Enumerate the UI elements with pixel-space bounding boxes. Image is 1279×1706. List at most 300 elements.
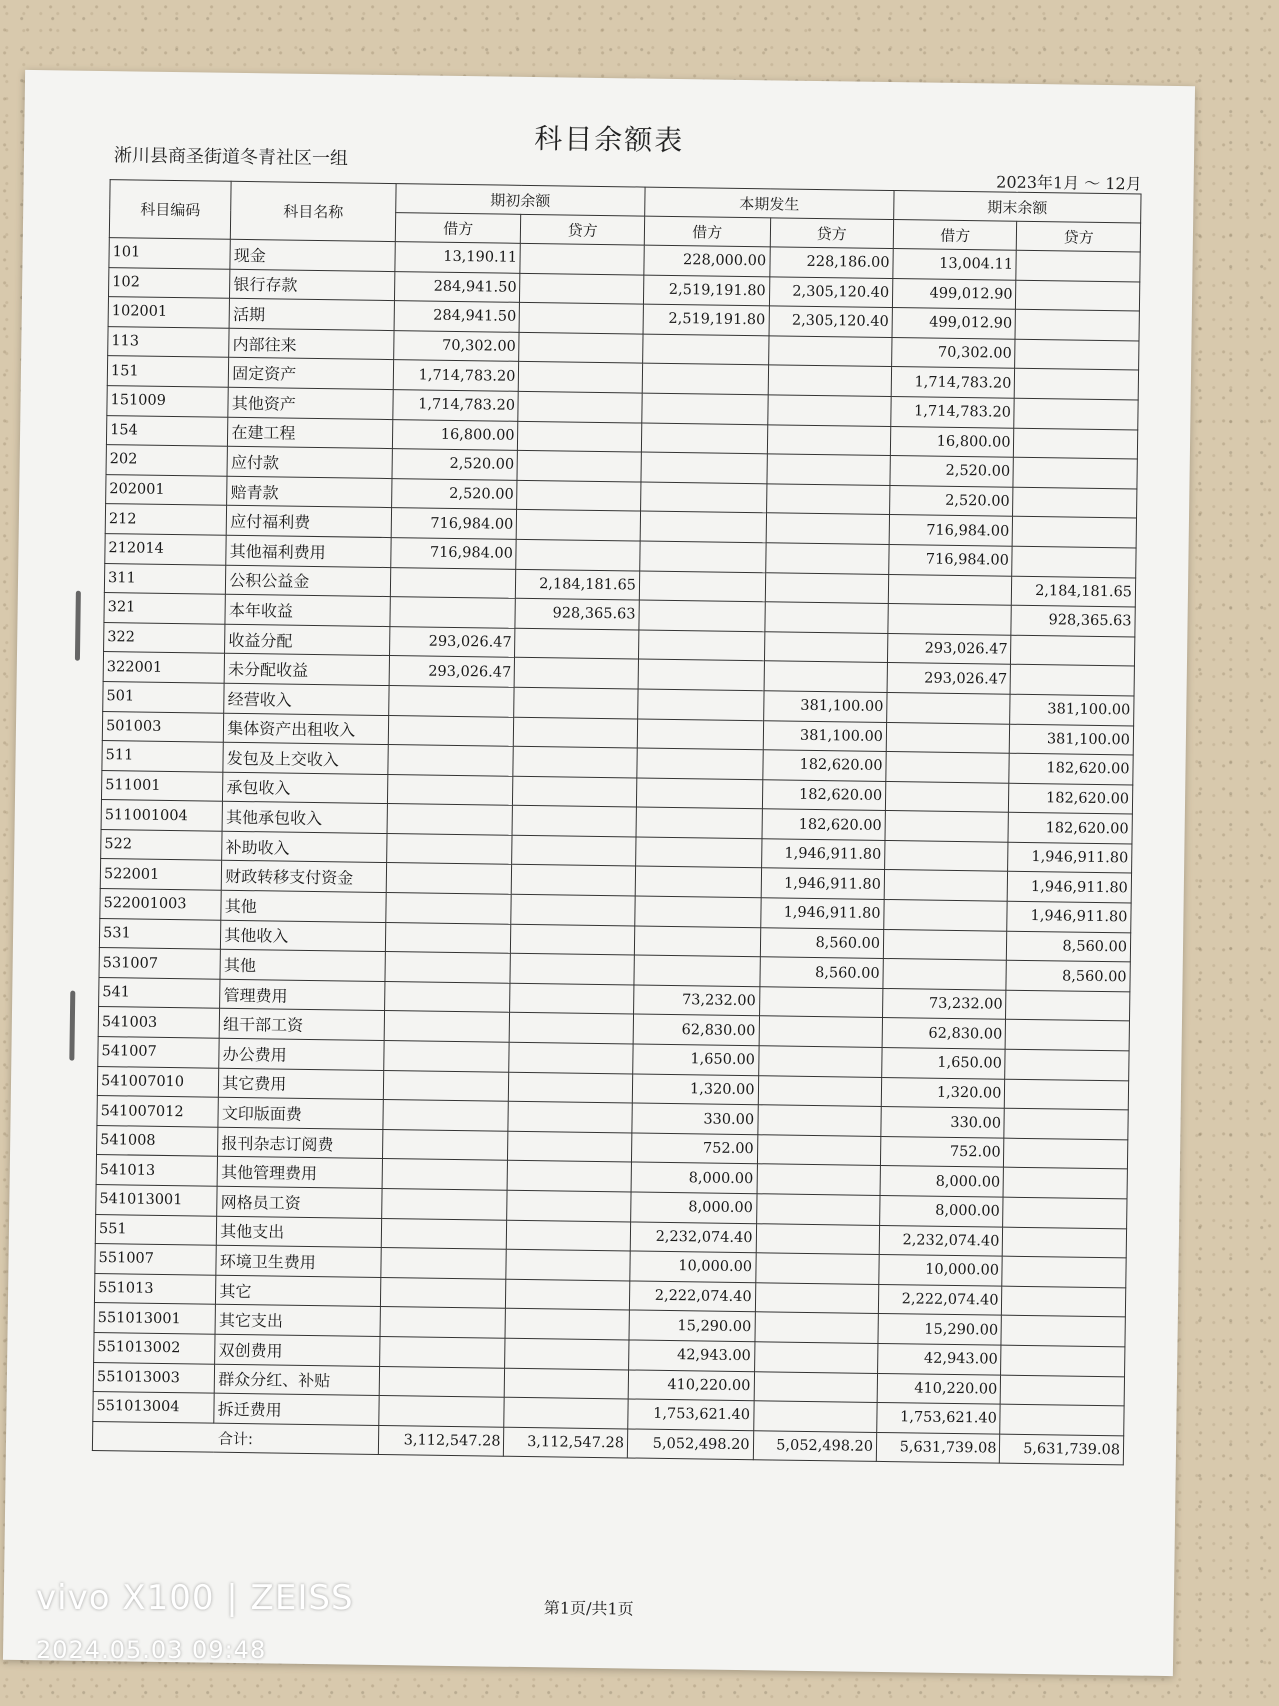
closing-debit-cell (883, 959, 1007, 990)
opening-debit-cell (379, 1366, 505, 1397)
account-name-cell: 承包收入 (223, 772, 388, 804)
current-credit-cell: 1,946,911.80 (761, 868, 885, 899)
current-debit-cell: 410,220.00 (628, 1370, 754, 1401)
closing-credit-cell (1005, 1049, 1129, 1080)
current-credit-cell: 8,560.00 (759, 957, 883, 988)
current-debit-cell: 62,830.00 (633, 1014, 759, 1045)
current-credit-cell (754, 1342, 878, 1373)
opening-credit-cell (515, 628, 639, 659)
total-closing-debit: 5,631,739.08 (876, 1432, 1000, 1463)
opening-debit-cell (388, 715, 514, 746)
account-name-cell: 办公费用 (219, 1038, 384, 1070)
account-name-cell: 其它支出 (215, 1305, 380, 1337)
opening-debit-cell (380, 1307, 506, 1338)
closing-credit-cell (1013, 487, 1137, 518)
closing-debit-cell (885, 840, 1009, 871)
period-label: 2023年1月 ～ 12月 (996, 172, 1142, 194)
current-debit-cell (634, 926, 760, 957)
opening-credit-cell (512, 835, 636, 866)
opening-debit-cell (382, 1159, 508, 1190)
current-credit-cell (765, 572, 889, 603)
account-name-cell: 在建工程 (228, 417, 393, 449)
account-code-cell: 522 (101, 829, 223, 860)
opening-credit-cell (510, 983, 634, 1014)
account-name-cell: 报刊杂志订阅费 (218, 1127, 383, 1159)
current-debit-cell (635, 896, 761, 927)
staple (69, 991, 75, 1061)
closing-debit-cell: 62,830.00 (882, 1018, 1006, 1049)
account-code-cell: 322 (104, 622, 226, 653)
closing-debit-cell (888, 574, 1012, 605)
account-name-cell: 其它费用 (219, 1068, 384, 1100)
account-code-cell: 113 (108, 326, 230, 357)
opening-debit-cell (388, 745, 514, 776)
opening-debit-cell (382, 1129, 508, 1160)
account-name-cell: 未分配收益 (224, 654, 389, 686)
closing-credit-cell: 8,560.00 (1006, 960, 1130, 991)
closing-debit-cell (888, 604, 1012, 635)
opening-debit-cell (383, 1070, 509, 1101)
opening-debit-cell: 13,190.11 (395, 242, 521, 273)
account-name-cell: 其它 (216, 1275, 381, 1307)
opening-credit-cell (517, 450, 641, 481)
closing-debit-cell: 13,004.11 (893, 249, 1017, 280)
table-body (93, 238, 1140, 1436)
current-debit-cell (634, 955, 760, 986)
current-debit-cell (641, 452, 767, 483)
account-code-cell: 501 (103, 681, 225, 712)
opening-credit-cell (519, 362, 643, 393)
closing-debit-cell: 1,650.00 (882, 1048, 1006, 1079)
paper-sheet (3, 70, 1195, 1676)
account-code-cell: 541008 (97, 1125, 219, 1156)
account-code-cell: 541007 (98, 1037, 220, 1068)
page-footer: 第1页/共1页 (543, 1598, 634, 1619)
account-code-cell: 522001 (100, 859, 222, 890)
account-name-cell: 应付款 (227, 446, 392, 478)
opening-credit-cell (511, 924, 635, 955)
account-name-cell: 经营收入 (224, 683, 389, 715)
closing-debit-cell: 293,026.47 (887, 633, 1011, 664)
current-credit-cell (767, 395, 891, 426)
header-current-debit: 借方 (644, 216, 770, 247)
opening-debit-cell (384, 1041, 510, 1072)
closing-debit-cell: 8,000.00 (880, 1166, 1004, 1197)
closing-credit-cell (1003, 1168, 1127, 1199)
current-debit-cell (641, 482, 767, 513)
closing-credit-cell (1015, 339, 1139, 370)
closing-debit-cell: 293,026.47 (887, 663, 1011, 694)
current-credit-cell (766, 484, 890, 515)
closing-credit-cell: 182,620.00 (1009, 753, 1133, 784)
closing-debit-cell: 70,302.00 (892, 337, 1016, 368)
account-code-cell: 551013001 (94, 1303, 216, 1334)
opening-credit-cell (513, 776, 637, 807)
closing-credit-cell (1004, 1108, 1128, 1139)
opening-debit-cell: 70,302.00 (394, 330, 520, 361)
opening-debit-cell: 293,026.47 (389, 656, 515, 687)
closing-credit-cell (1013, 457, 1137, 488)
account-name-cell: 其他承包收入 (222, 802, 387, 834)
closing-debit-cell: 752.00 (880, 1136, 1004, 1167)
account-code-cell: 511 (102, 741, 224, 772)
current-credit-cell (768, 336, 892, 367)
closing-debit-cell: 716,984.00 (889, 515, 1013, 546)
current-credit-cell (759, 987, 883, 1018)
opening-debit-cell (386, 863, 512, 894)
account-code-cell: 151 (107, 356, 229, 387)
header-opening-credit: 贷方 (521, 214, 645, 245)
current-credit-cell (757, 1135, 881, 1166)
current-debit-cell: 2,519,191.80 (643, 275, 769, 306)
current-debit-cell (641, 423, 767, 454)
closing-credit-cell (1003, 1197, 1127, 1228)
account-balance-table (92, 179, 1142, 1466)
account-name-cell: 群众分红、补贴 (214, 1364, 379, 1396)
account-code-cell: 551013 (94, 1273, 216, 1304)
closing-credit-cell (1015, 369, 1139, 400)
account-code-cell: 212014 (105, 534, 227, 565)
current-credit-cell (755, 1253, 879, 1284)
account-name-cell: 其他资产 (228, 387, 393, 419)
closing-debit-cell: 16,800.00 (890, 426, 1014, 457)
closing-credit-cell (1011, 665, 1135, 696)
current-credit-cell: 2,305,120.40 (769, 276, 893, 307)
closing-credit-cell: 381,100.00 (1010, 724, 1134, 755)
current-credit-cell (757, 1105, 881, 1136)
account-name-cell: 内部往来 (229, 328, 394, 360)
current-debit-cell (640, 541, 766, 572)
account-name-cell: 财政转移支付资金 (222, 861, 387, 893)
account-name-cell: 固定资产 (229, 358, 394, 390)
closing-debit-cell: 8,000.00 (880, 1195, 1004, 1226)
current-credit-cell: 381,100.00 (763, 691, 887, 722)
closing-credit-cell (1014, 398, 1138, 429)
staple (75, 591, 81, 661)
current-credit-cell (756, 1194, 880, 1225)
opening-credit-cell (505, 1309, 629, 1340)
opening-credit-cell (513, 806, 637, 837)
current-credit-cell: 8,560.00 (760, 927, 884, 958)
current-credit-cell: 182,620.00 (762, 809, 886, 840)
opening-debit-cell: 716,984.00 (391, 508, 517, 539)
closing-credit-cell (1001, 1316, 1125, 1347)
current-credit-cell: 182,620.00 (762, 750, 886, 781)
account-code-cell: 321 (104, 593, 226, 624)
account-name-cell: 其他支出 (217, 1216, 382, 1248)
page-title: 科目余额表 (534, 122, 685, 158)
current-debit-cell: 1,320.00 (632, 1074, 758, 1105)
header-closing-credit: 贷方 (1017, 221, 1141, 252)
opening-credit-cell (510, 954, 634, 985)
opening-credit-cell (514, 717, 638, 748)
closing-debit-cell (886, 752, 1010, 783)
opening-credit-cell (509, 1072, 633, 1103)
opening-debit-cell (380, 1277, 506, 1308)
account-name-cell: 公积公益金 (226, 565, 391, 597)
closing-debit-cell: 2,222,074.40 (878, 1284, 1002, 1315)
opening-credit-cell (514, 687, 638, 718)
current-debit-cell: 8,000.00 (631, 1162, 757, 1193)
account-code-cell: 511001 (101, 770, 223, 801)
current-credit-cell (768, 365, 892, 396)
current-debit-cell (638, 630, 764, 661)
current-credit-cell (764, 632, 888, 663)
account-code-cell: 212 (105, 504, 227, 535)
opening-debit-cell (390, 567, 516, 598)
opening-credit-cell (507, 1220, 631, 1251)
current-debit-cell (643, 334, 769, 365)
account-name-cell: 组干部工资 (219, 1009, 384, 1041)
camera-watermark-brand: vivo X100 | ZEISS (36, 1578, 354, 1618)
opening-debit-cell (379, 1396, 505, 1427)
closing-debit-cell: 1,320.00 (881, 1077, 1005, 1108)
opening-credit-cell (508, 1131, 632, 1162)
account-code-cell: 551007 (95, 1244, 217, 1275)
opening-debit-cell (381, 1218, 507, 1249)
current-credit-cell (758, 1046, 882, 1077)
opening-credit-cell (511, 894, 635, 925)
closing-debit-cell (887, 692, 1011, 723)
current-credit-cell (756, 1223, 880, 1254)
current-debit-cell: 1,753,621.40 (628, 1399, 754, 1430)
current-debit-cell: 8,000.00 (631, 1192, 757, 1223)
closing-debit-cell: 2,232,074.40 (879, 1225, 1003, 1256)
total-opening-debit: 3,112,547.28 (378, 1425, 504, 1456)
current-credit-cell: 228,186.00 (769, 247, 893, 278)
current-debit-cell (639, 571, 765, 602)
opening-debit-cell: 293,026.47 (389, 626, 515, 657)
account-code-cell: 551 (95, 1214, 217, 1245)
header-closing: 期末余额 (894, 191, 1141, 223)
opening-debit-cell (384, 981, 510, 1012)
closing-credit-cell (1012, 546, 1136, 577)
header-opening: 期初余额 (396, 184, 645, 216)
closing-credit-cell: 2,184,181.65 (1012, 576, 1136, 607)
current-credit-cell (767, 454, 891, 485)
closing-debit-cell: 73,232.00 (883, 988, 1007, 1019)
account-name-cell: 网格员工资 (217, 1186, 382, 1218)
closing-credit-cell: 182,620.00 (1009, 783, 1133, 814)
closing-credit-cell (1001, 1375, 1125, 1406)
account-code-cell: 541007012 (97, 1096, 219, 1127)
account-name-cell: 赔青款 (227, 476, 392, 508)
closing-debit-cell: 716,984.00 (889, 544, 1013, 575)
opening-credit-cell: 2,184,181.65 (516, 569, 640, 600)
opening-credit-cell (517, 510, 641, 541)
current-debit-cell (639, 600, 765, 631)
account-code-cell: 102001 (108, 297, 230, 328)
opening-credit-cell (506, 1249, 630, 1280)
current-credit-cell: 381,100.00 (763, 720, 887, 751)
current-debit-cell: 2,232,074.40 (630, 1222, 756, 1253)
opening-debit-cell (385, 952, 511, 983)
closing-debit-cell (884, 870, 1008, 901)
opening-debit-cell (385, 922, 511, 953)
opening-credit-cell (506, 1279, 630, 1310)
opening-credit-cell (505, 1338, 629, 1369)
closing-credit-cell: 1,946,911.80 (1007, 901, 1131, 932)
account-name-cell: 其他 (221, 890, 386, 922)
closing-credit-cell (1000, 1404, 1124, 1435)
current-debit-cell: 2,519,191.80 (643, 304, 769, 335)
closing-debit-cell (885, 781, 1009, 812)
current-debit-cell (642, 393, 768, 424)
current-debit-cell: 330.00 (632, 1103, 758, 1134)
opening-debit-cell: 284,941.50 (394, 271, 520, 302)
account-name-cell: 发包及上交收入 (223, 742, 388, 774)
closing-credit-cell: 8,560.00 (1007, 931, 1131, 962)
account-code-cell: 541 (99, 977, 221, 1008)
closing-credit-cell: 182,620.00 (1008, 812, 1132, 843)
account-code-cell: 551013004 (93, 1392, 215, 1423)
opening-credit-cell (504, 1397, 628, 1428)
account-code-cell: 551013002 (94, 1332, 216, 1363)
opening-credit-cell (516, 539, 640, 570)
current-credit-cell: 1,946,911.80 (760, 898, 884, 929)
closing-credit-cell (1004, 1138, 1128, 1169)
opening-debit-cell (386, 833, 512, 864)
account-code-cell: 311 (104, 563, 226, 594)
closing-debit-cell: 15,290.00 (878, 1314, 1002, 1345)
opening-credit-cell (520, 273, 644, 304)
current-debit-cell: 2,222,074.40 (629, 1281, 755, 1312)
current-credit-cell (755, 1312, 879, 1343)
opening-debit-cell (389, 685, 515, 716)
closing-debit-cell: 1,753,621.40 (877, 1403, 1001, 1434)
account-name-cell: 本年收益 (225, 594, 390, 626)
current-credit-cell (753, 1401, 877, 1432)
account-name-cell: 文印版面费 (218, 1097, 383, 1129)
current-debit-cell (636, 778, 762, 809)
opening-credit-cell (520, 243, 644, 274)
closing-credit-cell (1006, 1020, 1130, 1051)
current-debit-cell (635, 866, 761, 897)
current-debit-cell (638, 659, 764, 690)
current-debit-cell (638, 689, 764, 720)
account-code-cell: 202 (106, 445, 228, 476)
closing-debit-cell (885, 811, 1009, 842)
opening-debit-cell: 16,800.00 (392, 419, 518, 450)
account-name-cell: 管理费用 (220, 979, 385, 1011)
closing-credit-cell (1014, 428, 1138, 459)
opening-debit-cell (386, 893, 512, 924)
total-current-credit: 5,052,498.20 (753, 1430, 877, 1461)
opening-credit-cell (518, 391, 642, 422)
opening-credit-cell (519, 332, 643, 363)
closing-debit-cell: 499,012.90 (892, 278, 1016, 309)
total-opening-credit: 3,112,547.28 (504, 1427, 628, 1458)
closing-debit-cell: 410,220.00 (877, 1373, 1001, 1404)
total-closing-credit: 5,631,739.08 (1000, 1434, 1124, 1465)
account-code-cell: 322001 (103, 652, 225, 683)
account-code-cell: 551013003 (93, 1362, 215, 1393)
closing-debit-cell: 330.00 (881, 1107, 1005, 1138)
current-debit-cell (642, 363, 768, 394)
total-current-debit: 5,052,498.20 (627, 1429, 753, 1460)
current-debit-cell: 752.00 (631, 1133, 757, 1164)
current-debit-cell: 228,000.00 (644, 245, 770, 276)
current-debit-cell: 15,290.00 (629, 1310, 755, 1341)
closing-debit-cell (884, 900, 1008, 931)
closing-debit-cell: 10,000.00 (879, 1255, 1003, 1286)
account-code-cell: 531007 (99, 948, 221, 979)
closing-credit-cell (1016, 280, 1140, 311)
closing-credit-cell: 1,946,911.80 (1008, 872, 1132, 903)
opening-credit-cell (512, 865, 636, 896)
closing-debit-cell: 499,012.90 (892, 308, 1016, 339)
current-debit-cell: 1,650.00 (633, 1044, 759, 1075)
current-credit-cell (758, 1075, 882, 1106)
opening-debit-cell (381, 1248, 507, 1279)
account-name-cell: 集体资产出租收入 (224, 713, 389, 745)
opening-debit-cell (390, 597, 516, 628)
current-credit-cell (765, 543, 889, 574)
account-name-cell: 其他管理费用 (217, 1157, 382, 1189)
account-code-cell: 202001 (106, 474, 228, 505)
opening-debit-cell (382, 1189, 508, 1220)
header-name: 科目名称 (231, 181, 396, 241)
account-code-cell: 102 (108, 267, 230, 298)
closing-credit-cell (1005, 1079, 1129, 1110)
current-debit-cell: 42,943.00 (629, 1340, 755, 1371)
current-debit-cell (636, 837, 762, 868)
account-code-cell: 151009 (107, 386, 229, 417)
opening-debit-cell: 1,714,783.20 (393, 390, 519, 421)
header-opening-debit: 借方 (395, 213, 521, 244)
camera-watermark-timestamp: 2024.05.03 09:48 (36, 1636, 267, 1664)
current-credit-cell (757, 1164, 881, 1195)
opening-credit-cell (513, 746, 637, 777)
opening-debit-cell (387, 774, 513, 805)
opening-credit-cell (508, 1161, 632, 1192)
opening-credit-cell (517, 480, 641, 511)
opening-credit-cell (515, 658, 639, 689)
opening-credit-cell (505, 1368, 629, 1399)
account-code-cell: 501003 (102, 711, 224, 742)
opening-debit-cell: 716,984.00 (391, 538, 517, 569)
opening-debit-cell: 284,941.50 (394, 301, 520, 332)
opening-credit-cell (509, 1042, 633, 1073)
header-current: 本期发生 (645, 187, 894, 219)
closing-credit-cell: 928,365.63 (1011, 605, 1135, 636)
current-credit-cell (764, 602, 888, 633)
account-code-cell: 511001004 (101, 800, 223, 831)
current-credit-cell (766, 513, 890, 544)
closing-debit-cell (886, 722, 1010, 753)
closing-credit-cell (1016, 250, 1140, 281)
opening-debit-cell (383, 1100, 509, 1131)
organization-name: 淅川县商圣街道冬青社区一组 (113, 145, 349, 170)
current-credit-cell: 1,946,911.80 (761, 839, 885, 870)
closing-credit-cell (1006, 990, 1130, 1021)
account-code-cell: 541013 (96, 1155, 218, 1186)
opening-credit-cell (510, 1013, 634, 1044)
opening-credit-cell (518, 421, 642, 452)
header-closing-debit: 借方 (893, 220, 1017, 251)
opening-debit-cell: 2,520.00 (392, 449, 518, 480)
opening-credit-cell (520, 303, 644, 334)
account-name-cell: 现金 (230, 239, 395, 271)
account-name-cell: 环境卫生费用 (216, 1245, 381, 1277)
current-debit-cell (637, 719, 763, 750)
account-name-cell: 活期 (229, 298, 394, 330)
account-code-cell: 531 (99, 918, 221, 949)
closing-credit-cell (1001, 1345, 1125, 1376)
closing-credit-cell (1003, 1227, 1127, 1258)
current-credit-cell (754, 1371, 878, 1402)
current-credit-cell (755, 1283, 879, 1314)
